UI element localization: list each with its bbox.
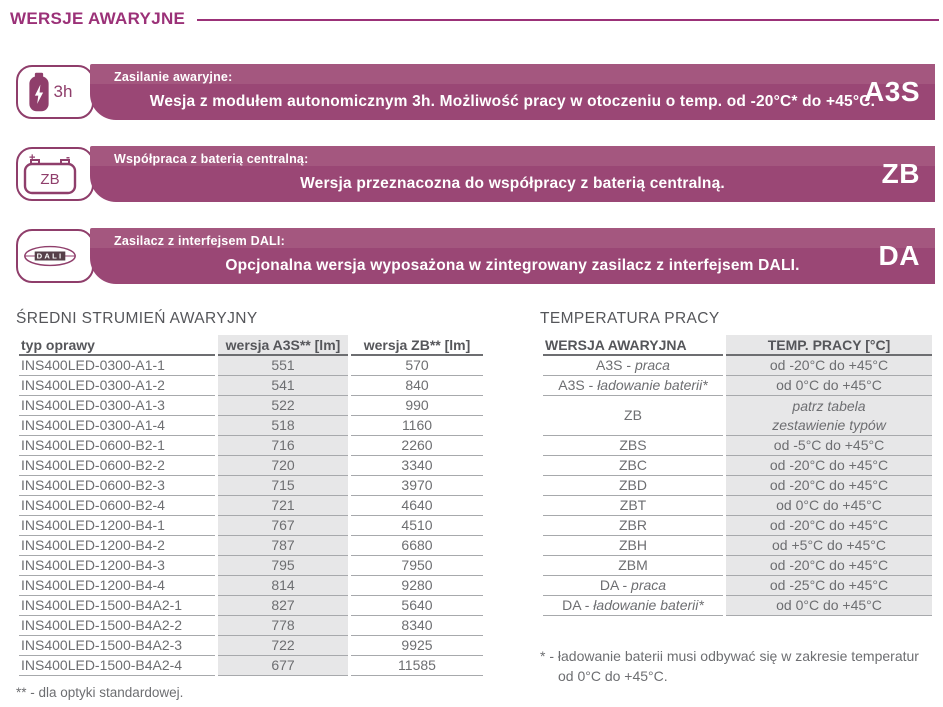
luminaire-type-cell: INS400LED-1200-B4-1 bbox=[19, 516, 215, 536]
dali-logo-icon bbox=[16, 229, 94, 283]
flux-table-body bbox=[19, 356, 483, 676]
a3s-flux-cell: 522 bbox=[218, 396, 348, 416]
flux-table-row bbox=[19, 436, 483, 456]
temp-table-header-row bbox=[543, 335, 932, 356]
svg-text:DALI: DALI bbox=[36, 251, 64, 261]
temp-range-cell: od +5°C do +45°C bbox=[726, 536, 932, 556]
temp-table-body bbox=[543, 356, 932, 616]
zb-flux-cell: 840 bbox=[351, 376, 483, 396]
flux-table-row bbox=[19, 376, 483, 396]
luminaire-type-cell: INS400LED-1500-B4A2-4 bbox=[19, 656, 215, 676]
flux-table-row bbox=[19, 356, 483, 376]
a3s-flux-cell: 716 bbox=[218, 436, 348, 456]
column-header-temp: TEMP. PRACY [°C] bbox=[726, 335, 932, 356]
flux-table-title: ŚREDNI STRUMIEŃ AWARYJNY bbox=[16, 310, 258, 327]
luminaire-type-cell: INS400LED-0300-A1-1 bbox=[19, 356, 215, 376]
version-cell: A3S - ładowanie baterii* bbox=[543, 376, 723, 396]
flux-table-row bbox=[19, 556, 483, 576]
flux-table-row bbox=[19, 496, 483, 516]
zb-flux-cell: 990 bbox=[351, 396, 483, 416]
version-code: A3S bbox=[864, 76, 920, 107]
luminaire-type-cell: INS400LED-0300-A1-2 bbox=[19, 376, 215, 396]
temp-table-row bbox=[543, 456, 932, 476]
a3s-flux-cell: 814 bbox=[218, 576, 348, 596]
version-cell: ZBS bbox=[543, 436, 723, 456]
version-cell: ZBR bbox=[543, 516, 723, 536]
temp-table bbox=[540, 335, 935, 616]
column-header-version: WERSJA AWARYJNA bbox=[543, 335, 723, 356]
page-header bbox=[0, 0, 943, 30]
luminaire-type-cell: INS400LED-1500-B4A2-2 bbox=[19, 616, 215, 636]
flux-table-row bbox=[19, 536, 483, 556]
temp-table-row bbox=[543, 556, 932, 576]
a3s-flux-cell: 677 bbox=[218, 656, 348, 676]
temp-table-row bbox=[543, 576, 932, 596]
zb-flux-cell: 1160 bbox=[351, 416, 483, 436]
zb-flux-cell: 9925 bbox=[351, 636, 483, 656]
luminaire-type-cell: INS400LED-0600-B2-2 bbox=[19, 456, 215, 476]
a3s-flux-cell: 787 bbox=[218, 536, 348, 556]
flux-table-row bbox=[19, 616, 483, 636]
a3s-flux-cell: 720 bbox=[218, 456, 348, 476]
version-cell: ZBM bbox=[543, 556, 723, 576]
zb-flux-cell: 8340 bbox=[351, 616, 483, 636]
version-cell: ZBC bbox=[543, 456, 723, 476]
flux-table-row bbox=[19, 516, 483, 536]
flux-table-row bbox=[19, 396, 483, 416]
zb-flux-cell: 4510 bbox=[351, 516, 483, 536]
temp-range-cell: od -20°C do +45°C bbox=[726, 516, 932, 536]
a3s-flux-cell: 541 bbox=[218, 376, 348, 396]
central-battery-glyph bbox=[22, 152, 78, 196]
temp-table-row bbox=[543, 516, 932, 536]
temp-range-cell: od -25°C do +45°C bbox=[726, 576, 932, 596]
temp-footnote: * - ładowanie baterii musi odbywać się w zakresie temperatur od 0°C do +45°C. bbox=[540, 648, 919, 684]
temp-range-cell: od 0°C do +45°C bbox=[726, 596, 932, 616]
central-battery-icon bbox=[16, 147, 94, 201]
version-cell: ZBD bbox=[543, 476, 723, 496]
flux-table-row bbox=[19, 476, 483, 496]
temp-range-cell: od -5°C do +45°C bbox=[726, 436, 932, 456]
a3s-flux-cell: 778 bbox=[218, 616, 348, 636]
version-cell: A3S - praca bbox=[543, 356, 723, 376]
zb-flux-cell: 3970 bbox=[351, 476, 483, 496]
flux-footnote: ** - dla optyki standardowej. bbox=[16, 685, 184, 700]
flux-table-row bbox=[19, 576, 483, 596]
banner-description: Wesja z modułem autonomicznym 3h. Możliwość pracy w otoczeniu o temp. od -20°C* do +45°C. bbox=[149, 93, 876, 110]
a3s-flux-cell: 551 bbox=[218, 356, 348, 376]
temp-range-cell: od -20°C do +45°C bbox=[726, 556, 932, 576]
temp-table-row bbox=[543, 376, 932, 396]
column-header-a3s: wersja A3S** [lm] bbox=[218, 335, 348, 356]
a3s-flux-cell: 721 bbox=[218, 496, 348, 516]
temp-table-row bbox=[543, 436, 932, 456]
title-rule bbox=[197, 19, 939, 21]
dali-logo-glyph bbox=[23, 243, 77, 269]
battery-glyph bbox=[28, 72, 50, 112]
flux-table-section bbox=[16, 310, 480, 700]
a3s-flux-cell: 715 bbox=[218, 476, 348, 496]
temp-table-row bbox=[543, 396, 932, 436]
luminaire-type-cell: INS400LED-1500-B4A2-1 bbox=[19, 596, 215, 616]
svg-text:ZB: ZB bbox=[40, 171, 60, 188]
banner-da-body bbox=[90, 228, 935, 284]
temp-table-row bbox=[543, 476, 932, 496]
banner-heading: Zasilanie awaryjne: bbox=[114, 70, 233, 84]
luminaire-type-cell: INS400LED-0600-B2-1 bbox=[19, 436, 215, 456]
svg-text:-: - bbox=[66, 152, 70, 164]
banner-heading: Zasilacz z interfejsem DALI: bbox=[114, 234, 285, 248]
battery-3h-icon bbox=[16, 65, 94, 119]
a3s-flux-cell: 722 bbox=[218, 636, 348, 656]
column-header-type: typ oprawy bbox=[19, 335, 215, 356]
tables-section bbox=[16, 310, 943, 700]
luminaire-type-cell: INS400LED-1200-B4-4 bbox=[19, 576, 215, 596]
zb-flux-cell: 11585 bbox=[351, 656, 483, 676]
flux-table bbox=[16, 335, 486, 676]
zb-flux-cell: 7950 bbox=[351, 556, 483, 576]
luminaire-type-cell: INS400LED-1200-B4-3 bbox=[19, 556, 215, 576]
luminaire-type-cell: INS400LED-0300-A1-3 bbox=[19, 396, 215, 416]
battery-3h-label: 3h bbox=[53, 82, 73, 101]
version-cell: ZBT bbox=[543, 496, 723, 516]
zb-flux-cell: 2260 bbox=[351, 436, 483, 456]
flux-table-row bbox=[19, 596, 483, 616]
a3s-flux-cell: 518 bbox=[218, 416, 348, 436]
a3s-flux-cell: 827 bbox=[218, 596, 348, 616]
banner-zb bbox=[16, 146, 935, 202]
column-header-zb: wersja ZB** [lm] bbox=[351, 335, 483, 356]
flux-table-row bbox=[19, 656, 483, 676]
luminaire-type-cell: INS400LED-1200-B4-2 bbox=[19, 536, 215, 556]
svg-text:+: + bbox=[29, 152, 36, 164]
temp-table-row bbox=[543, 496, 932, 516]
luminaire-type-cell: INS400LED-0600-B2-4 bbox=[19, 496, 215, 516]
temp-table-row bbox=[543, 596, 932, 616]
banner-description: Wersja przeznacozna do współpracy z baterią centralną. bbox=[300, 175, 725, 192]
banner-description: Opcjonalna wersja wyposażona w zintegrowany zasilacz z interfejsem DALI. bbox=[225, 257, 800, 274]
flux-table-header-row bbox=[19, 335, 483, 356]
banner-a3s bbox=[16, 64, 935, 120]
banner-zb-body bbox=[90, 146, 935, 202]
banner-da bbox=[16, 228, 935, 284]
temp-table-title: TEMPERATURA PRACY bbox=[540, 310, 720, 327]
banner-heading: Współpraca z baterią centralną: bbox=[114, 152, 309, 166]
luminaire-type-cell: INS400LED-0300-A1-4 bbox=[19, 416, 215, 436]
temp-table-section bbox=[540, 310, 932, 700]
a3s-flux-cell: 767 bbox=[218, 516, 348, 536]
temp-range-cell: od -20°C do +45°C bbox=[726, 356, 932, 376]
banner-a3s-body bbox=[90, 64, 935, 120]
temp-range-cell: od 0°C do +45°C bbox=[726, 496, 932, 516]
temp-range-cell: od 0°C do +45°C bbox=[726, 376, 932, 396]
temp-table-row bbox=[543, 536, 932, 556]
temp-range-cell: od -20°C do +45°C bbox=[726, 476, 932, 496]
zb-flux-cell: 6680 bbox=[351, 536, 483, 556]
a3s-flux-cell: 795 bbox=[218, 556, 348, 576]
page-title: WERSJE AWARYJNE bbox=[10, 9, 186, 28]
version-cell: ZBH bbox=[543, 536, 723, 556]
emergency-version-banners bbox=[0, 64, 943, 284]
flux-table-row bbox=[19, 636, 483, 656]
version-cell: DA - ładowanie baterii* bbox=[543, 596, 723, 616]
flux-table-row bbox=[19, 456, 483, 476]
temp-range-cell: patrz tabela zestawienie typów bbox=[726, 396, 932, 436]
zb-flux-cell: 5640 bbox=[351, 596, 483, 616]
luminaire-type-cell: INS400LED-0600-B2-3 bbox=[19, 476, 215, 496]
version-cell: ZB bbox=[543, 396, 723, 436]
zb-flux-cell: 9280 bbox=[351, 576, 483, 596]
zb-flux-cell: 4640 bbox=[351, 496, 483, 516]
version-code: DA bbox=[878, 240, 920, 271]
luminaire-type-cell: INS400LED-1500-B4A2-3 bbox=[19, 636, 215, 656]
zb-flux-cell: 3340 bbox=[351, 456, 483, 476]
version-cell: DA - praca bbox=[543, 576, 723, 596]
flux-table-row bbox=[19, 416, 483, 436]
zb-flux-cell: 570 bbox=[351, 356, 483, 376]
temp-range-cell: od -20°C do +45°C bbox=[726, 456, 932, 476]
temp-table-row bbox=[543, 356, 932, 376]
version-code: ZB bbox=[881, 158, 920, 189]
